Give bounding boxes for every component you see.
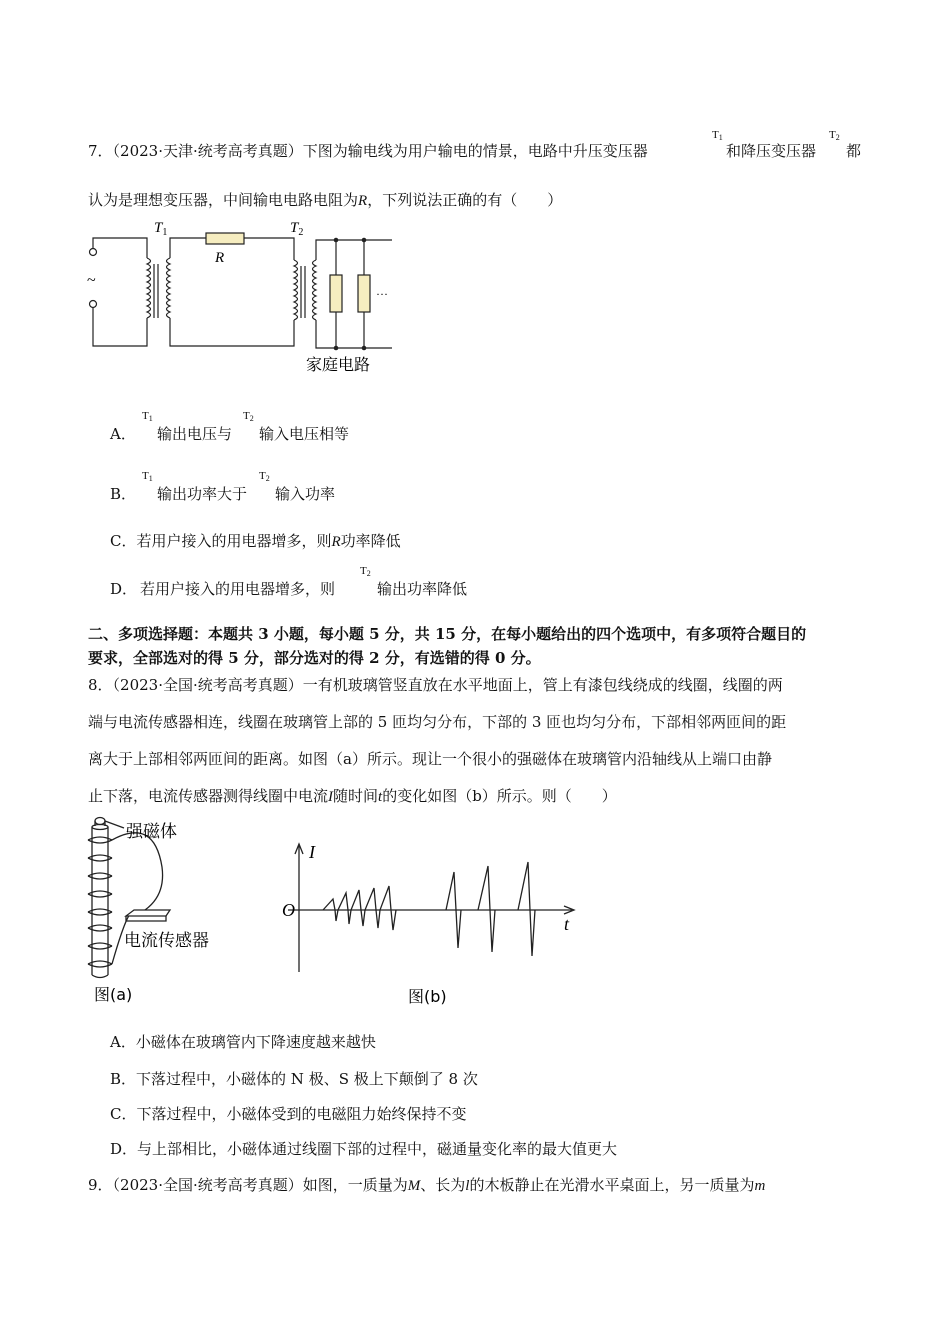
- q7-option-b-label: B．: [110, 485, 137, 503]
- current-sensor-box: [126, 910, 170, 916]
- ac-source-symbol: ~: [87, 272, 96, 289]
- q7-option-c[interactable]: C．若用户接入的用电器增多，则R功率降低: [110, 532, 401, 550]
- q7-line-2: 认为是理想变压器，中间输电电路电阻为R，下列说法正确的有（ ）: [88, 191, 563, 209]
- source-terminal-top: [90, 249, 97, 256]
- q8-option-d[interactable]: D．与上部相比，小磁体通过线圈下部的过程中，磁通量变化率的最大值更大: [110, 1140, 618, 1158]
- figure-a-caption: 图(a): [94, 985, 133, 1004]
- household-load-2: [358, 275, 370, 312]
- more-loads-ellipsis: ···: [376, 287, 388, 301]
- q7-option-a-text2: 输入电压相等: [259, 425, 350, 443]
- q9-line-1: 9．（2023·全国·统考高考真题）如图，一质量为M、长为l的木板静止在光滑水平桌面上，另一质量为m: [88, 1176, 766, 1194]
- t2-symbol: $T_2$: [829, 129, 840, 142]
- t2-symbol: $T_2$: [259, 470, 270, 483]
- q7-option-d-label: D．: [110, 580, 138, 598]
- magnet-top: [95, 818, 105, 825]
- q7-stem-part2: 和降压变压器: [726, 142, 817, 160]
- t1-symbol: $T_1$: [712, 129, 723, 142]
- lower-coil-pulse-3: [518, 862, 535, 956]
- q7-stem-part3: 都: [846, 142, 862, 160]
- t2-label: $T_2$: [290, 220, 304, 238]
- transformer-circuit-figure: [84, 218, 404, 378]
- sensor-label: 电流传感器: [124, 931, 209, 951]
- q7-option-d-text2: 输出功率降低: [377, 580, 468, 598]
- lower-coil-pulse-2: [478, 866, 495, 952]
- t1-label: $T_1$: [154, 220, 168, 238]
- figure-a-glass-tube: [84, 812, 244, 1012]
- t1-symbol: $T_1$: [142, 410, 153, 423]
- t2-symbol: $T_2$: [360, 565, 371, 578]
- q8-option-a[interactable]: A．小磁体在玻璃管内下降速度越来越快: [110, 1033, 376, 1051]
- source-terminal-bottom: [90, 301, 97, 308]
- figure-b-caption: 图(b): [408, 987, 447, 1006]
- q8-line-1: 8．（2023·全国·统考高考真题）一有机玻璃管竖直放在水平地面上，管上有漆包线绕成的线圈，线圈的两: [88, 676, 783, 694]
- q7-stem-part1: 7．（2023·天津·统考高考真题）下图为输电线为用户输电的情景，电路中升压变压器: [88, 142, 648, 160]
- line-resistor: [206, 233, 244, 244]
- axis-t-label: t: [564, 914, 570, 934]
- q7-option-b-text: 输出功率大于: [157, 485, 248, 503]
- q8-option-b[interactable]: B．下落过程中，小磁体的 N 极、S 极上下颠倒了 8 次: [110, 1070, 478, 1088]
- axis-i-label: I: [309, 842, 315, 862]
- q7-option-a-text: 输出电压与: [157, 425, 233, 443]
- q8-line-3: 离大于上部相邻两匝间的距离。如图（a）所示。现让一个很小的强磁体在玻璃管内沿轴线从上端口由静: [88, 750, 772, 768]
- q8-line-4: 止下落，电流传感器测得线圈中电流I随时间t的变化如图（b）所示。则（ ）: [88, 787, 617, 805]
- q7-option-a-label: A．: [110, 425, 136, 443]
- r-label: R: [215, 250, 225, 266]
- t2-symbol: $T_2$: [243, 410, 254, 423]
- household-circuit-caption: 家庭电路: [306, 355, 371, 374]
- magnet-label: 强磁体: [126, 822, 177, 842]
- upper-coil-pulses: [323, 886, 396, 930]
- figure-b-current-graph: [278, 838, 588, 1008]
- household-load-1: [330, 275, 342, 312]
- q7-option-b-text2: 输入功率: [275, 485, 336, 503]
- section2-heading-line-2: 要求，全部选对的得 5 分，部分选对的得 2 分，有选错的得 0 分。: [88, 649, 541, 667]
- q8-option-c[interactable]: C．下落过程中，小磁体受到的电磁阻力始终保持不变: [110, 1105, 467, 1123]
- q8-line-2: 端与电流传感器相连，线圈在玻璃管上部的 5 匝均匀分布，下部的 3 匝也均匀分布，下部相邻两匝间的距: [88, 713, 787, 731]
- q7-option-d-text: 若用户接入的用电器增多，则: [140, 580, 336, 598]
- section2-heading-line-1: 二、多项选择题：本题共 3 小题，每小题 5 分，共 15 分，在每小题给出的四个选项中，有多项符合题目的: [88, 625, 807, 643]
- origin-label: O: [282, 900, 295, 920]
- t1-symbol: $T_1$: [142, 470, 153, 483]
